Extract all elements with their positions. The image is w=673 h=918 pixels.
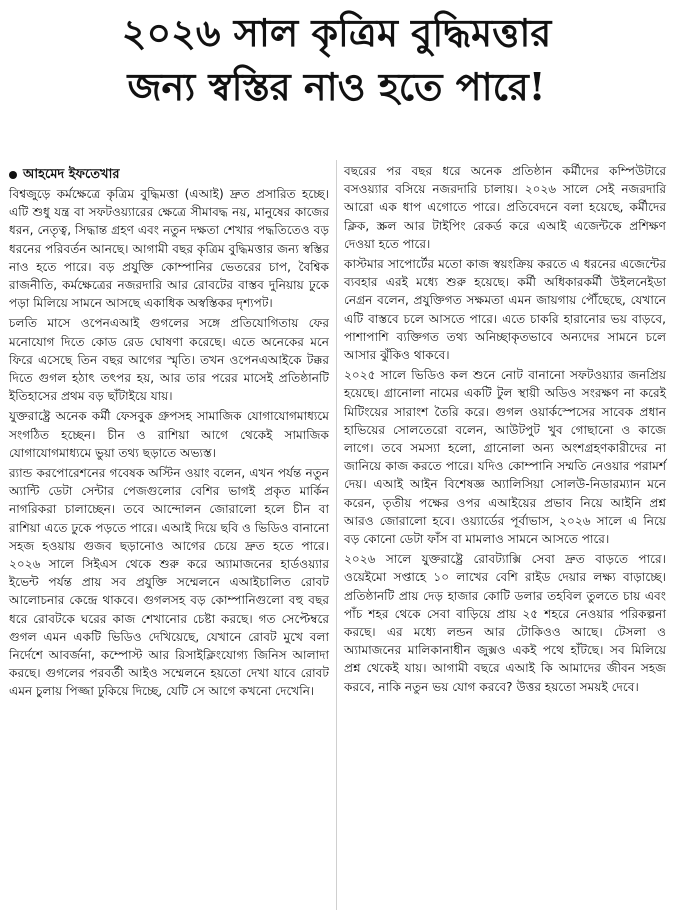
paragraph: বিশ্বজুড়ে কর্মক্ষেত্রে কৃত্রিম বুদ্ধিমত্তা (এআই) দ্রুত প্রসারিত হচ্ছে। এটি শুধু যন্ত্র বা সফটওয়্যারের ক্ষেত্রে সীমাবদ্ধ নয়, মানুষের কাজের ধরন, নেতৃত্ব, সিদ্ধান্ত গ্রহণ এবং নতুন দক্ষতা শেখার পদ্ধতিতেও বড় ধরনের পরিবর্তন আনছে। আগামী বছর কৃত্রিম বুদ্ধিমত্তার জন্য স্বস্তির নাও হতে পারে। বড় প্রযুক্তি কোম্পানির ভেতরের চাপ, বৈশ্বিক রাজনীতি, কর্মক্ষেত্রের নজরদারি আর রোবটের বাস্তব দুনিয়ায় ঢুকে পড়া মিলিয়ে সামনে আসছে একাধিক অস্বস্তিকর দৃশ্যপট। (9, 187, 329, 311)
paragraph: র‌্যান্ড করপোরেশনের গবেষক অস্টিন ওয়াং বলেন, এখন পর্যন্ত নতুন অ্যান্টি ডেটা সেন্টার পেজগুলোর বেশির ভাগই প্রকৃত মার্কিন নাগরিকরা চালাচ্ছেন। তবে আন্দোলন জোরালো হলে চীন বা রাশিয়া এতে ঢুকে পড়তে পারে। এআই দিয়ে ছবি ও ভিডিও বানানো সহজ হওয়ায় গুজব ছড়ানোও আগের চেয়ে দ্রুত হতে পারে। ২০২৬ সালে সিইএস থেকে শুরু করে অ্যামাজনের হার্ডওয়্যার ইভেন্ট পর্যন্ত প্রায় সব প্রযুক্তি সম্মেলনে এআইচালিত রোবট আলোচনার কেন্দ্রে থাকবে। গুগলসহ বড় কোম্পানিগুলো বহু বছর ধরে রোবটকে ঘরের কাজ শেখানোর চেষ্টা করছে। গত সেপ্টেম্বরে গুগল এমন একটি ভিডিও দেখিয়েছে, যেখানে রোবট মুখে বলা নির্দেশে আবর্জনা, কম্পোস্ট আর রিসাইক্লিংযোগ্য জিনিস আলাদা করছে। গুগলের পরবর্তী আইও সম্মেলনে হয়তো দেখা যাবে রোবট এমন চুলায় পিজ্জা ঢুকিয়ে দিচ্ছে, যেটি সে আগে কখনো দেখেনি। (9, 466, 329, 699)
column-divider (336, 160, 337, 910)
headline-line-2: জন্য স্বস্তির নাও হতে পারে! (127, 64, 546, 109)
headline (0, 6, 673, 114)
headline-line-1: ২০২৬ সাল কৃত্রিম বুদ্ধিমত্তার (121, 10, 552, 55)
paragraph: যুক্তরাষ্ট্রে অনেক কর্মী ফেসবুক গ্রুপসহ সামাজিক যোগাযোগমাধ্যমে সংগঠিত হচ্ছেন। চীন ও রাশিয়া আগে থেকেই সামাজিক যোগাযোগমাধ্যমে ভুয়া তথ্য ছড়াতে অভ্যস্ত। (9, 409, 329, 460)
paragraph: কাস্টমার সাপোর্টের মতো কাজ স্বয়ংক্রিয় করতে এ ধরনের এজেন্টের ব্যবহার এরই মধ্যে শুরু হয়েছে। কর্মী অধিকারকর্মী উইলনেইডা নেগ্রন বলেন, প্রযুক্তিগত সক্ষমতা এমন জায়গায় পৌঁছেছে, যেখানে এটি বাস্তবে চলে আসতে পারে। এতে চাকরি হারানোর ভয় বাড়বে, পাশাপাশি ব্যক্তিগত তথ্য অনিচ্ছাকৃতভাবে অন্যদের সামনে চলে আসার ঝুঁকিও থাকবে। (344, 257, 666, 363)
paragraph: ২০২৫ সালে ভিডিও কল শুনে নোট বানানো সফটওয়্যার জনপ্রিয় হয়েছে। গ্রানোলা নামের একটি টুল স্থায়ী অডিও সংরক্ষণ না করেই মিটিংয়ের সারাংশ তৈরি করে। গুগল ওয়ার্কস্পেসের সাবেক প্রধান হাভিয়ের সোলতেরো বলেন, আউটপুট খুব গোছানো ও কাজে লাগে। তবে সমস্যা হলো, গ্রানোলা অন্য অংশগ্রহণকারীদের না জানিয়ে কাজ করতে পারে। যদিও কোম্পানি সম্মতি নেওয়ার পরামর্শ দেয়। এআই আইন বিশেষজ্ঞ অ্যালিসিয়া সোলউ-নিডারম্যান মনে করেন, তৃতীয় পক্ষের ওপর এআইয়ের প্রভাব নিয়ে আইনি প্রশ্ন আরও জোরালো হবে। ওয়্যার্ডের পূর্বাভাস, ২০২৬ সালে এ নিয়ে বড় কোনো ডেটা ফাঁস বা মামলাও সামনে আসতে পারে। (344, 368, 666, 547)
bullet-icon (9, 171, 17, 179)
byline (9, 166, 329, 184)
paragraph: চলতি মাসে ওপেনএআই গুগলের সঙ্গে প্রতিযোগিতায় ফের মনোযোগ দিতে কোড রেড ঘোষণা করেছে। এতে অনেকের মনে ফিরে এসেছে তিন বছর আগের স্মৃতি। তখন ওপেনএআইকে টক্কর দিতে গুগল হঠাৎ তৎপর হয়, আর তার পরের মাসেই প্রতিষ্ঠানটি ইতিহাসের প্রথম বড় ছাঁটাইয়ে যায়। (9, 316, 329, 404)
left-column (9, 166, 329, 703)
paragraph: বছরের পর বছর ধরে অনেক প্রতিষ্ঠান কর্মীদের কম্পিউটারে বসওয়্যার বসিয়ে নজরদারি চালায়। ২০২৬ সালে সেই নজরদারি আরো এক ধাপ এগোতে পারে। প্রতিবেদনে বলা হয়েছে, কর্মীদের ক্লিক, স্ক্রল আর টাইপিং রেকর্ড করে এআই এজেন্টকে প্রশিক্ষণ দেওয়া হতে পারে। (344, 164, 666, 251)
author-name: আহমেদ ইফতেখার (23, 167, 120, 182)
paragraph: ২০২৬ সালে যুক্তরাষ্ট্রে রোবট্যাক্সি সেবা দ্রুত বাড়তে পারে। ওয়েইমো সপ্তাহে ১০ লাখের বেশি রাইড দেয়ার লক্ষ্য বাড়াচ্ছে। প্রতিষ্ঠানটি প্রায় দেড় হাজার কোটি ডলার তহবিল তুলতে চায় এবং পাঁচ শহর থেকে সেবা বাড়িয়ে প্রায় ২৫ শহরে নেওয়ার পরিকল্পনা করছে। এর মধ্যে লন্ডন আর টোকিওও আছে। টেসলা ও অ্যামাজনের মালিকানাধীন জুক্সও একই পথে হাঁটছে। সব মিলিয়ে প্রশ্ন থেকেই যায়। আগামী বছরে এআই কি আমাদের জীবন সহজ করবে, নাকি নতুন ভয় যোগ করবে? উত্তর হয়তো সময়ই দেবে। (344, 552, 666, 694)
right-column (344, 162, 666, 698)
